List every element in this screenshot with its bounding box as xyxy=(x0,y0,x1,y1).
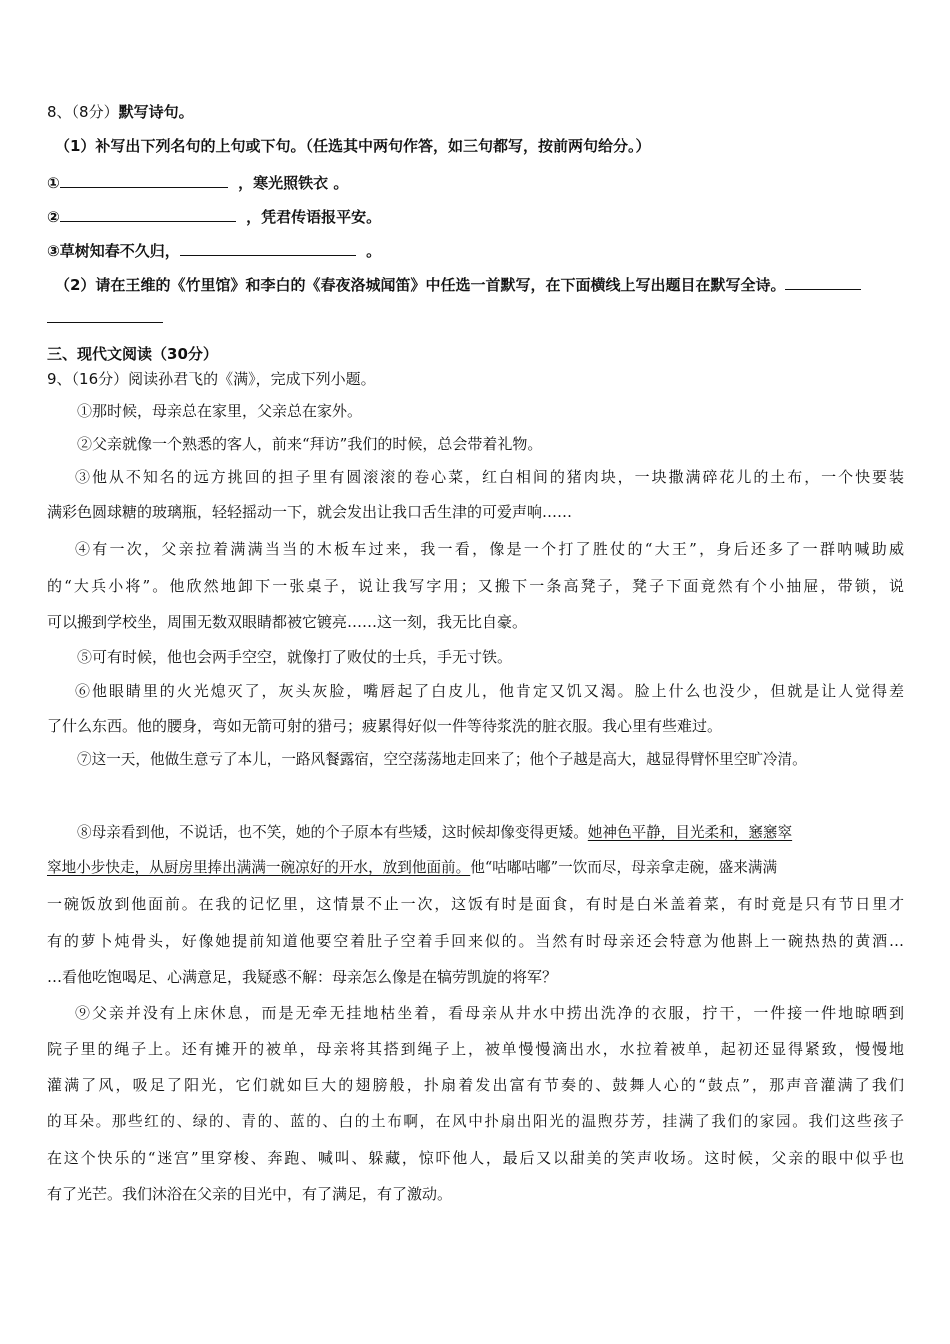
passage-p8-l5: …看他吃饱喝足、心满意足，我疑惑不解：母亲怎么像是在犒劳凯旋的将军？ xyxy=(47,968,558,986)
q8-number: 8、（8分） xyxy=(47,103,119,121)
passage-p4-l2: 的“大兵小将”。他欣然地卸下一张桌子，说让我写字用；又搬下一条高凳子，凳子下面竟然有个小抽屉，带锁，说 xyxy=(47,577,904,595)
passage-p9-l6: 有了光芒。我们沐浴在父亲的目光中，有了满足，有了激动。 xyxy=(47,1185,453,1203)
passage-p6-l1: ⑥他眼睛里的火光熄灭了，灰头灰脸，嘴唇起了白皮儿，他肯定又饥又渴。脸上什么也没少，但就是让人觉得差 xyxy=(75,682,904,700)
answer-blank-1[interactable] xyxy=(60,171,228,188)
answer-blank-2[interactable] xyxy=(60,205,236,222)
answer-blank-4[interactable] xyxy=(785,273,861,290)
section3-title: 三、现代文阅读（30分） xyxy=(47,345,218,363)
passage-p8-l3: 一碗饭放到他面前。在我的记忆里，这情景不止一次，这饭有时是面食，有时是白米盖着菜，有时竟是只有节日里才 xyxy=(47,895,904,913)
passage-p3-l1: ③他从不知名的远方挑回的担子里有圆滚滚的卷心菜，红白相间的猪肉块，一块撒满碎花儿的土布，一个快要装 xyxy=(75,468,904,486)
q8-item3: ③草树知春不久归， 。 xyxy=(47,239,381,261)
q8-part2: （2）请在王维的《竹里馆》和李白的《春夜洛城闻笛》中任选一首默写，在下面横线上写出题目在默写全诗。 xyxy=(55,273,861,295)
passage-p9-l2: 院子里的绳子上。还有摊开的被单，母亲将其搭到绳子上，被单慢慢滴出水，水拉着被单，起初还显得紧致，慢慢地 xyxy=(47,1040,904,1058)
passage-p4-l1: ④有一次，父亲拉着满满当当的木板车过来，我一看，像是一个打了胜仗的“大王”，身后还多了一群呐喊助威 xyxy=(75,540,904,558)
passage-p7: ⑦这一天，他做生意亏了本儿，一路风餐露宿，空空荡荡地走回来了；他个子越是高大，越显得臂怀里空旷冷清。 xyxy=(77,751,807,768)
underlined-sentence: 她神色平静，目光柔和，窸窸窣 xyxy=(587,824,793,841)
passage-p9-l3: 灌满了风，吸足了阳光，它们就如巨大的翅膀般，扑扇着发出富有节奏的、鼓舞人心的“鼓点”，那声音灌满了我们 xyxy=(47,1076,904,1094)
passage-p4-l3: 可以搬到学校坐，周围无数双眼睛都被它镀亮……这一刻，我无比自豪。 xyxy=(47,613,528,631)
answer-blank-5[interactable] xyxy=(47,306,163,323)
passage-p5: ⑤可有时候，他也会两手空空，就像打了败仗的士兵，手无寸铁。 xyxy=(77,648,513,666)
q8-item2: ② ，凭君传语报平安。 xyxy=(47,205,381,227)
passage-p9-l4: 的耳朵。那些红的、绿的、青的、蓝的、白的土布啊，在风中扑扇出阳光的温煦芬芳，挂满了我们的家园。我们这些孩子 xyxy=(47,1113,904,1130)
underlined-sentence-cont: 窣地小步快走，从厨房里捧出满满一碗凉好的开水，放到他面前。 xyxy=(47,859,471,876)
answer-blank-3[interactable] xyxy=(180,239,356,256)
passage-p9-l5: 在这个快乐的“迷宫”里穿梭、奔跑、喊叫、躲藏，惊吓他人，最后又以甜美的笑声收场。这时候，父亲的眼中似乎也 xyxy=(47,1149,904,1167)
q9-intro: 9、（16分）阅读孙君飞的《满》，完成下列小题。 xyxy=(47,370,376,388)
q8-item1: ① ，寒光照铁衣 。 xyxy=(47,171,348,193)
q8-title: 默写诗句。 xyxy=(118,103,194,121)
q8-part1: （1）补写出下列名句的上句或下句。（任选其中两句作答，如三句都写，按前两句给分。） xyxy=(55,137,651,155)
q8-header xyxy=(47,102,194,122)
passage-p6-l2: 了什么东西。他的腰身，弯如无箭可射的猎弓；疲累得好似一件等待浆洗的脏衣服。我心里有些难过。 xyxy=(47,717,723,735)
passage-p1: ①那时候，母亲总在家里，父亲总在家外。 xyxy=(77,402,363,420)
passage-p8-l4: 有的萝卜炖骨头，好像她提前知道他要空着肚子空着手回来似的。当然有时母亲还会特意为他斟上一碗热热的黄酒… xyxy=(47,932,904,950)
passage-p8-l2: 窣地小步快走，从厨房里捧出满满一碗凉好的开水，放到他面前。他“咕嘟咕嘟”一饮而尽，母亲拿走碗，盛来满满 xyxy=(47,859,778,876)
passage-p8-l1: ⑧母亲看到他，不说话，也不笑，她的个子原本有些矮，这时候却像变得更矮。她神色平静，目光柔和，窸窸窣 xyxy=(77,824,793,841)
passage-p2: ②父亲就像一个熟悉的客人，前来“拜访”我们的时候，总会带着礼物。 xyxy=(77,435,543,453)
passage-p9-l1: ⑨父亲并没有上床休息，而是无牵无挂地枯坐着，看母亲从井水中捞出洗净的衣服，拧干，一件接一件地晾晒到 xyxy=(75,1004,904,1022)
passage-p3-l2: 满彩色圆球糖的玻璃瓶，轻轻摇动一下，就会发出让我口舌生津的可爱声响…… xyxy=(47,503,573,521)
